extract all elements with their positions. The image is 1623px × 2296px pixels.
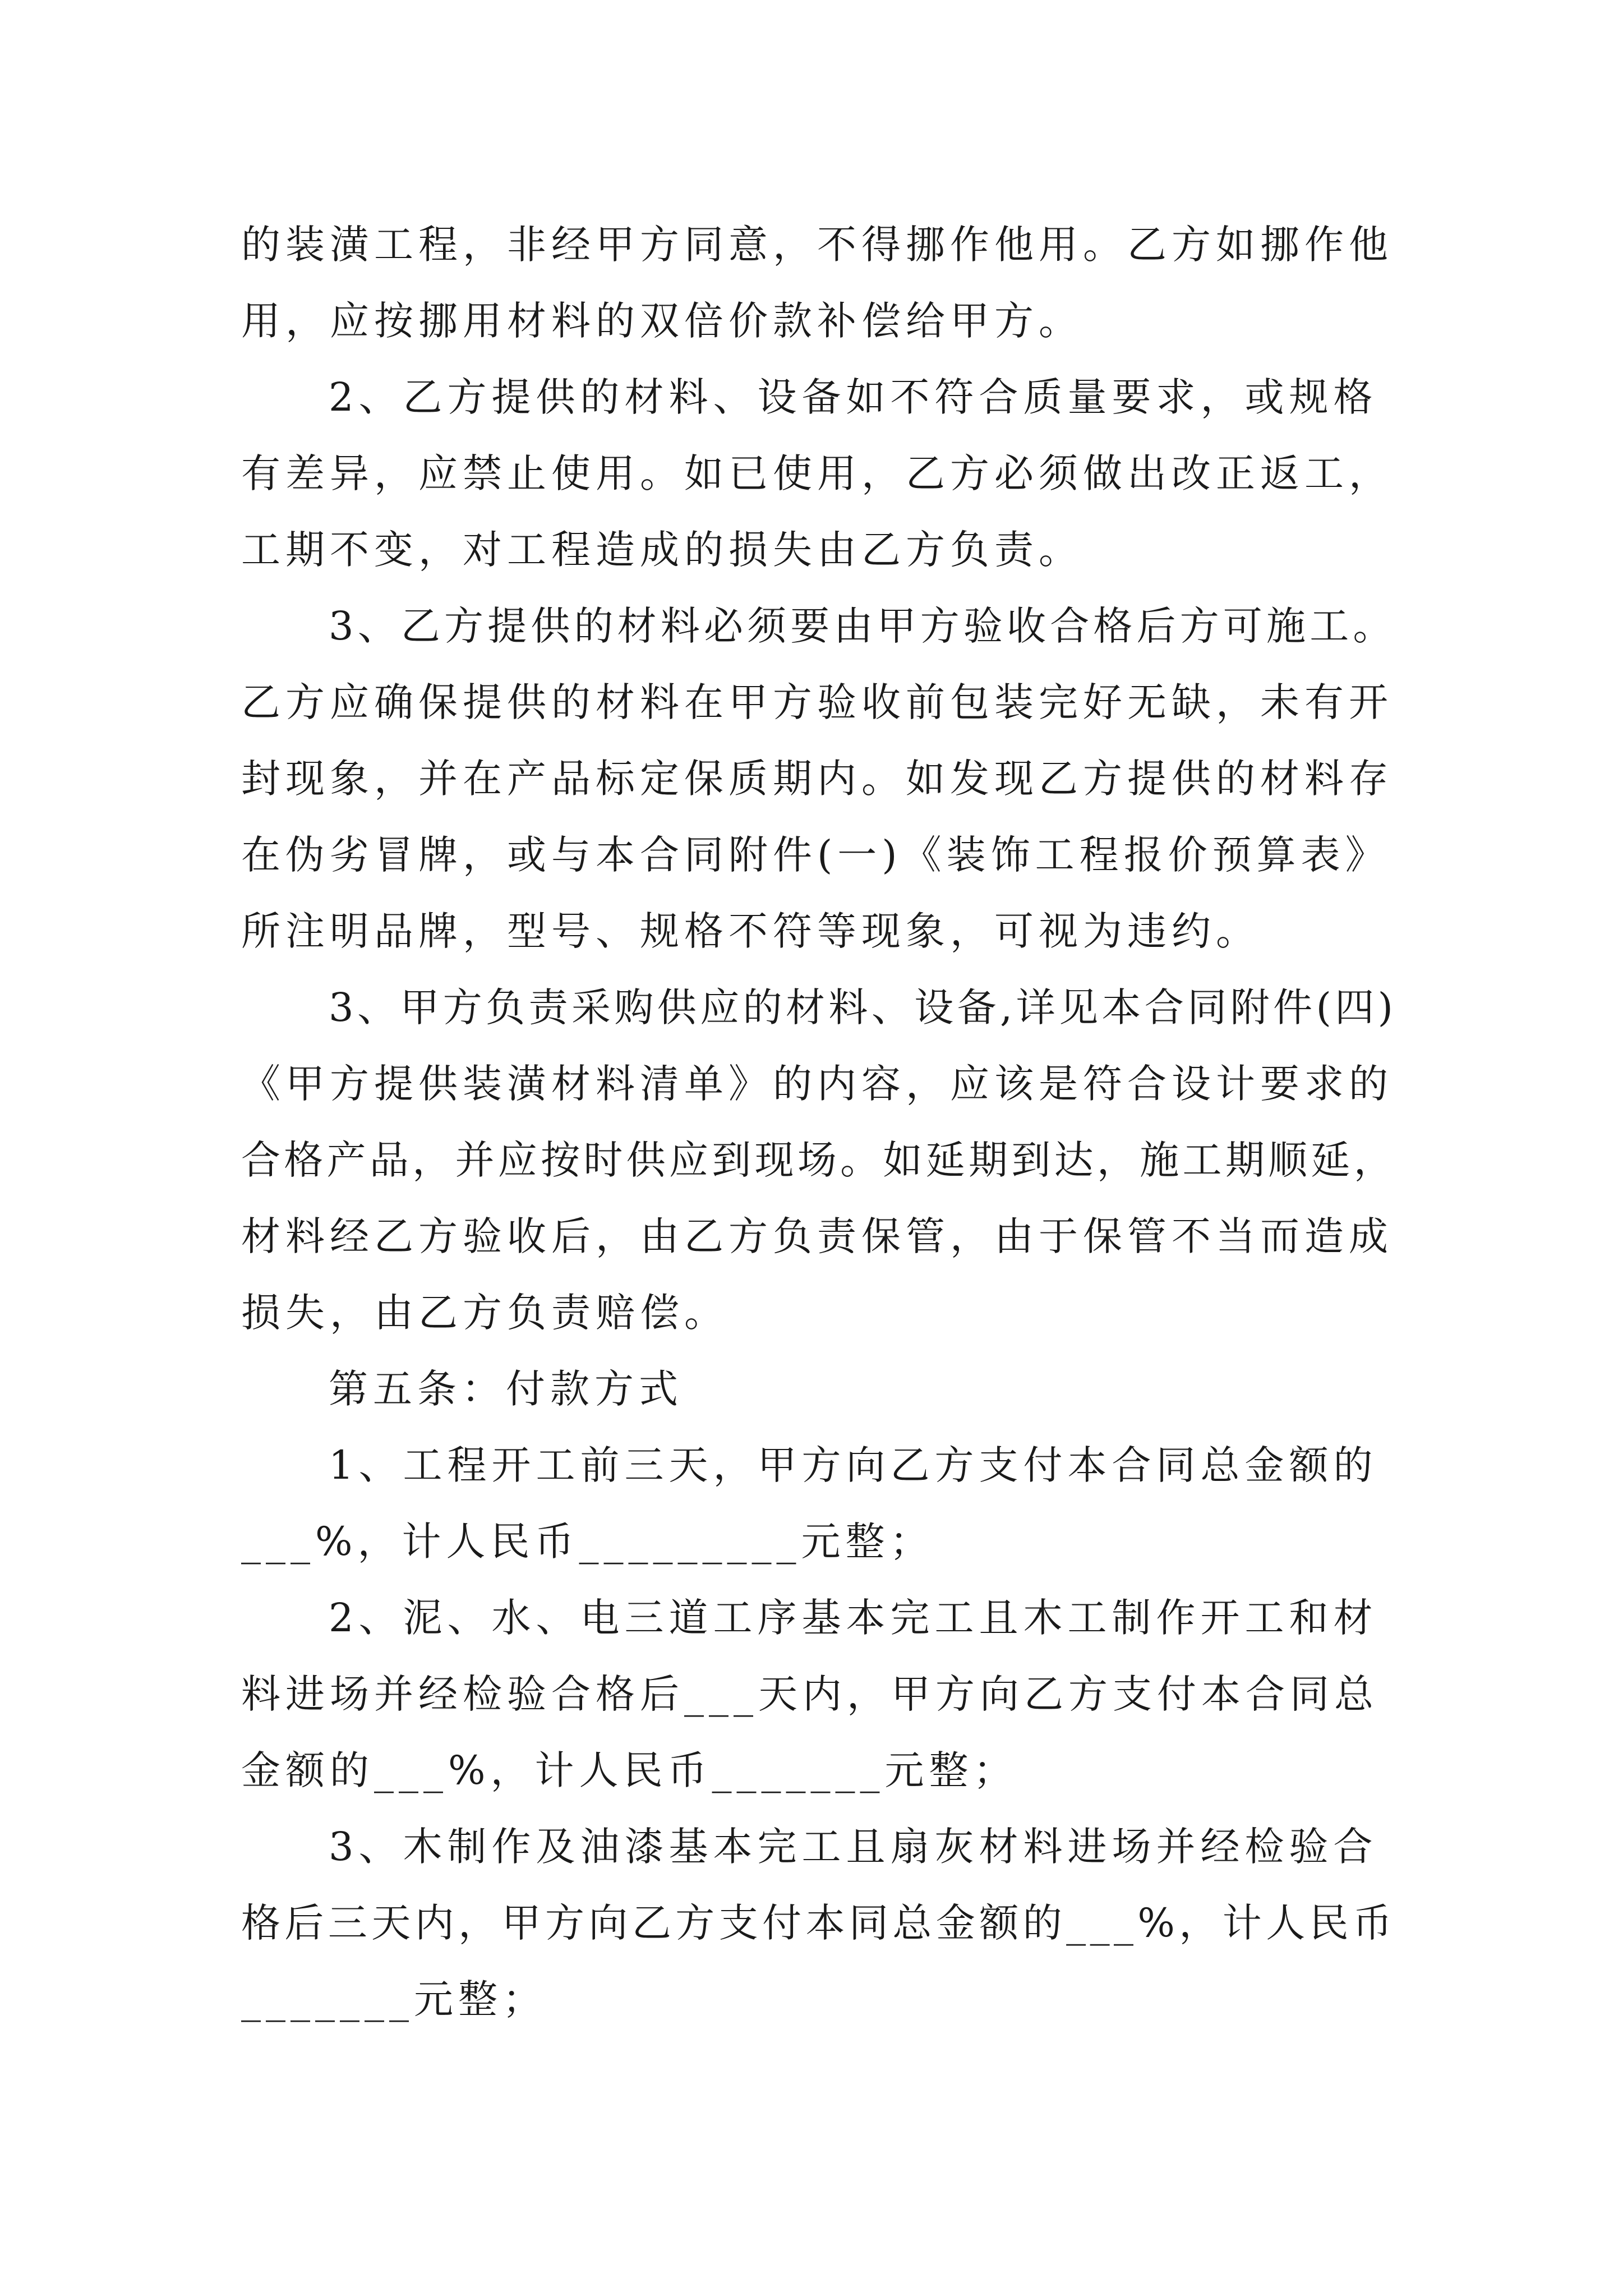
text-line: 在伪劣冒牌，或与本合同附件(一)《装饰工程报价预算表》 (241, 832, 1390, 878)
paragraph-start: 3、乙方提供的材料必须要由甲方验收合格后方可施工。 (329, 603, 1396, 649)
text-line: 工期不变，对工程造成的损失由乙方负责。 (241, 527, 1083, 573)
text-line: 合格产品，并应按时供应到现场。如延期到达，施工期顺延， (241, 1137, 1396, 1183)
text-line: 金额的___%，计人民币_______元整； (241, 1747, 1018, 1793)
text-line: 封现象，并在产品标定保质期内。如发现乙方提供的材料存 (241, 756, 1393, 802)
text-line: ___%，计人民币_________元整； (241, 1519, 934, 1565)
text-line: 所注明品牌，型号、规格不符等现象，可视为违约。 (241, 908, 1260, 954)
text-line: 《甲方提供装潢材料清单》的内容，应该是符合设计要求的 (241, 1061, 1393, 1107)
paragraph-start: 1、工程开工前三天，甲方向乙方支付本合同总金额的 (329, 1442, 1378, 1488)
text-line: 格后三天内，甲方向乙方支付本同总金额的___%，计人民币 (241, 1900, 1396, 1946)
text-line: 的装潢工程，非经甲方同意，不得挪作他用。乙方如挪作他 (241, 222, 1393, 268)
paragraph-start: 3、甲方负责采购供应的材料、设备,详见本合同附件(四) (329, 984, 1397, 1030)
text-line: 有差异，应禁止使用。如已使用，乙方必须做出改正返工， (241, 450, 1393, 496)
paragraph-start: 2、泥、水、电三道工序基本完工且木工制作开工和材 (329, 1595, 1378, 1641)
text-line: 损失，由乙方负责赔偿。 (241, 1290, 728, 1336)
text-line: 料进场并经检验合格后___天内，甲方向乙方支付本合同总 (241, 1671, 1378, 1717)
text-line: _______元整； (241, 1976, 547, 2022)
text-line: 用，应按挪用材料的双倍价款补偿给甲方。 (241, 298, 1083, 344)
text-line: 乙方应确保提供的材料在甲方验收前包装完好无缺，未有开 (241, 679, 1393, 725)
paragraph-start: 2、乙方提供的材料、设备如不符合质量要求，或规格 (329, 374, 1378, 420)
text-line: 材料经乙方验收后，由乙方负责保管，由于保管不当而造成 (241, 1213, 1393, 1259)
section-heading: 第五条：付款方式 (329, 1366, 683, 1412)
paragraph-start: 3、木制作及油漆基本完工且扇灰材料进场并经检验合 (329, 1824, 1378, 1870)
